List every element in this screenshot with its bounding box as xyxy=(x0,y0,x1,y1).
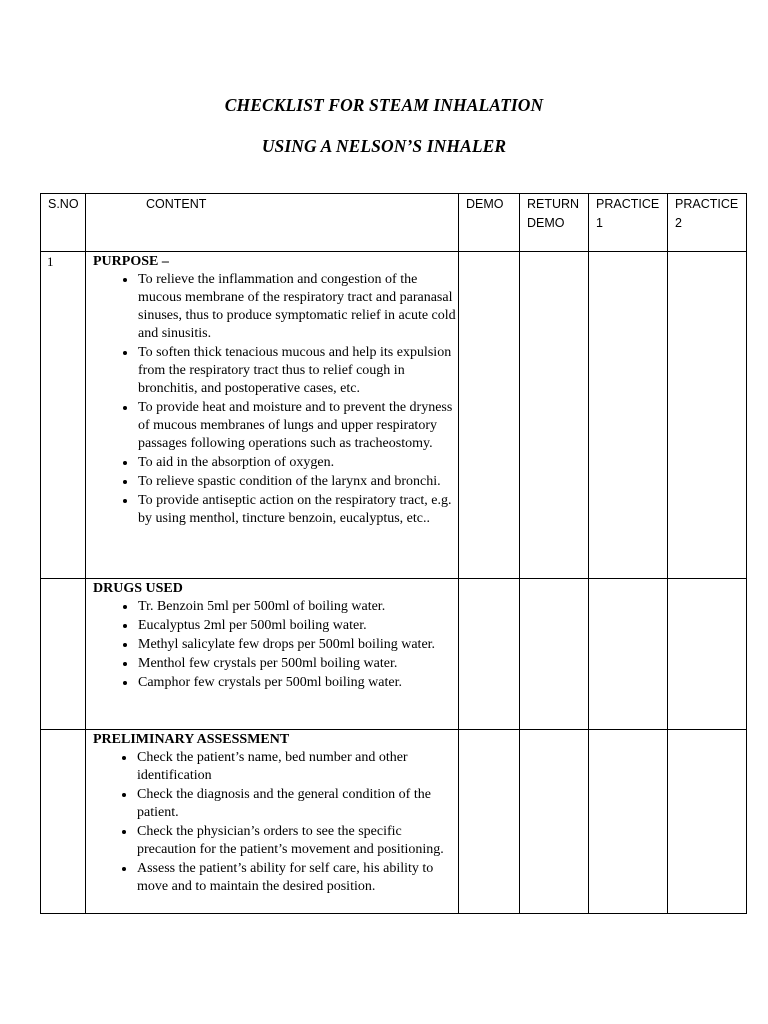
purpose-content-cell xyxy=(86,252,459,579)
document-subtitle: USING A NELSON’S INHALER xyxy=(261,136,507,156)
assessment-content-cell xyxy=(86,730,459,914)
table-row-drugs xyxy=(41,579,747,730)
list-item: • Eucalyptus 2ml per 500ml boiling water. xyxy=(137,617,456,635)
table-row-assessment xyxy=(41,730,747,914)
header-practice-1: PRACTICE 1 xyxy=(589,194,668,252)
table-header-row xyxy=(41,194,747,252)
list-item: • Menthol few crystals per 500ml boiling water. xyxy=(137,655,456,673)
section-title-purpose: PURPOSE – xyxy=(93,254,169,269)
header-demo: DEMO xyxy=(459,194,520,252)
list-item: • To aid in the absorption of oxygen. xyxy=(137,454,456,472)
return-demo-cell[interactable] xyxy=(520,730,589,914)
list-item: • Tr. Benzoin 5ml per 500ml of boiling water. xyxy=(137,598,456,616)
row-sno: 1 xyxy=(41,252,86,579)
header-practice-2: PRACTICE 2 xyxy=(668,194,747,252)
list-item: • To provide heat and moisture and to prevent the dryness of mucous membranes of lungs and upper respiratory passages following operations such as tracheostomy. xyxy=(137,399,456,453)
section-title-drugs: DRUGS USED xyxy=(93,581,183,596)
practice-1-cell[interactable] xyxy=(589,252,668,579)
header-sno: S.NO xyxy=(41,194,86,252)
list-item: • Check the patient’s name, bed number and other identification xyxy=(136,749,456,785)
demo-cell[interactable] xyxy=(459,252,520,579)
section-title-assessment: PRELIMINARY ASSESSMENT xyxy=(93,732,290,747)
row-sno xyxy=(41,579,86,730)
assessment-list xyxy=(93,749,456,896)
practice-2-cell[interactable] xyxy=(668,579,747,730)
return-demo-cell[interactable] xyxy=(520,252,589,579)
demo-cell[interactable] xyxy=(459,579,520,730)
list-item: • Assess the patient’s ability for self care, his ability to move and to maintain the desired position. xyxy=(136,860,456,896)
list-item: • Camphor few crystals per 500ml boiling water. xyxy=(137,674,456,692)
list-item: • Check the diagnosis and the general condition of the patient. xyxy=(136,786,456,822)
purpose-list xyxy=(93,271,456,528)
practice-1-cell[interactable] xyxy=(589,579,668,730)
practice-2-cell[interactable] xyxy=(668,252,747,579)
drugs-content-cell xyxy=(86,579,459,730)
header-return-demo: RETURN DEMO xyxy=(520,194,589,252)
list-item: • To relieve the inflammation and congestion of the mucous membrane of the respiratory tract and paranasal sinuses, thus to produce symptomatic relief in acute cold and sinusitis. xyxy=(137,271,456,343)
demo-cell[interactable] xyxy=(459,730,520,914)
practice-1-cell[interactable] xyxy=(589,730,668,914)
list-item: • To soften thick tenacious mucous and help its expulsion from the respiratory tract thus to relief cough in bronchitis, and postoperative cases, etc. xyxy=(137,344,456,398)
return-demo-cell[interactable] xyxy=(520,579,589,730)
document-title: CHECKLIST FOR STEAM INHALATION xyxy=(224,95,544,115)
list-item: • To relieve spastic condition of the larynx and bronchi. xyxy=(137,473,456,491)
row-sno xyxy=(41,730,86,914)
list-item: • To provide antiseptic action on the respiratory tract, e.g. by using menthol, tincture benzoin, eucalyptus, etc.. xyxy=(137,492,456,528)
drugs-list xyxy=(93,598,456,692)
list-item: • Check the physician’s orders to see the specific precaution for the patient’s movement and positioning. xyxy=(136,823,456,859)
checklist-table xyxy=(40,193,747,914)
practice-2-cell[interactable] xyxy=(668,730,747,914)
header-content: CONTENT xyxy=(86,194,459,252)
list-item: • Methyl salicylate few drops per 500ml boiling water. xyxy=(137,636,456,654)
table-row-purpose xyxy=(41,252,747,579)
